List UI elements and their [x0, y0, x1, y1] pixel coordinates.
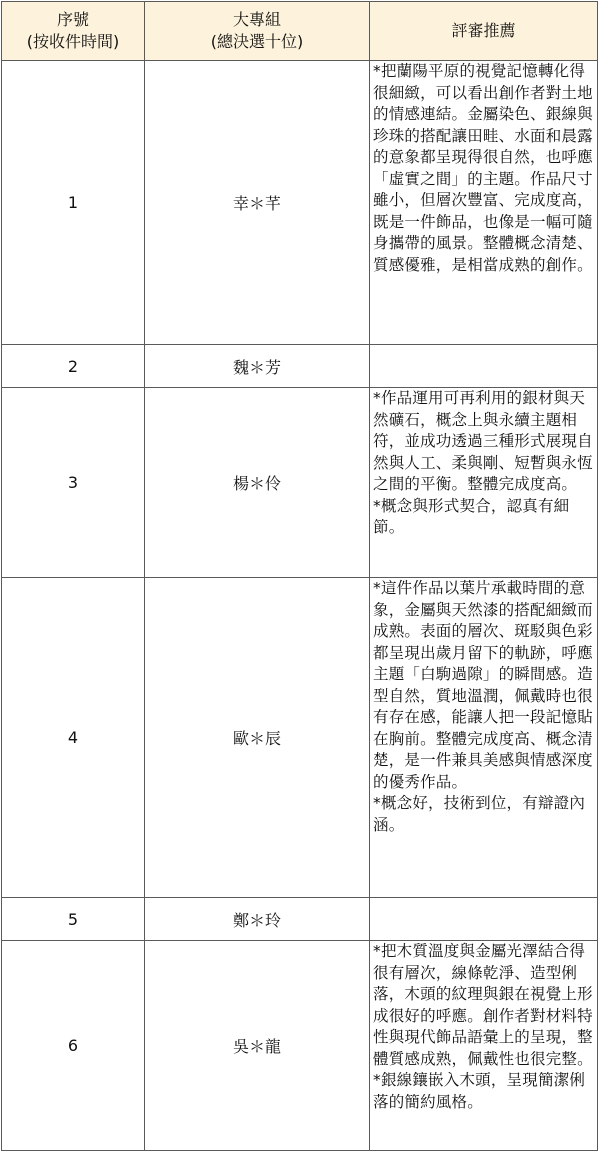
comment-paragraph: *概念與形式契合，認真有細節。 — [373, 496, 570, 536]
table-header-row — [2, 2, 598, 61]
serial-number: 6 — [2, 941, 145, 1151]
judge-comment — [370, 898, 598, 941]
header-judges-comment — [370, 2, 598, 61]
comment-paragraph: *這件作品以葉片承載時間的意象，金屬與天然漆的搭配細緻而成熟。表面的層次、斑駁與色彩都呈現出歲月留下的軌跡，呼應主題「白駒過隙」的瞬間感。造型自然，質地溫潤，佩戴時也很有存在感，能讓人把一段記憶貼在胸前。整體完成度高、概念清楚，是一件兼具美感與情感深度的優秀作品。 — [373, 579, 593, 791]
header-serial — [2, 2, 145, 61]
judge-comment — [370, 388, 598, 578]
serial-number: 4 — [2, 578, 145, 898]
entrant-name: 歐＊辰 — [145, 578, 370, 898]
judge-comment — [370, 345, 598, 388]
comment-paragraph: *作品運用可再利用的銀材與天然礦石，概念上與永續主題相符，並成功透過三種形式展現自然與人工、柔與剛、短暫與永恆之間的平衡。整體完成度高。 — [373, 389, 593, 493]
comment-paragraph: *把蘭陽平原的視覺記憶轉化得很細緻，可以看出創作者對土地的情感連結。金屬染色、銀線與珍珠的搭配讓田畦、水面和晨露的意象都呈現得很自然，也呼應「虛實之間」的主題。作品尺寸雖小，但層次豐富、完成度高，既是一件飾品，也像是一幅可隨身攜帶的風景。整體概念清楚、質感優雅，是相當成熟的創作。 — [373, 62, 593, 274]
table-row — [2, 388, 598, 578]
header-category — [145, 2, 370, 61]
header-category-note: (總決選十位) — [210, 32, 304, 51]
serial-number: 1 — [2, 61, 145, 345]
table-row — [2, 345, 598, 388]
table-row — [2, 898, 598, 941]
header-comment-title: 評審推薦 — [451, 21, 516, 40]
entrant-name: 吳＊龍 — [145, 941, 370, 1151]
serial-number: 3 — [2, 388, 145, 578]
comment-paragraph: *把木質溫度與金屬光澤結合得很有層次，線條乾淨、造型俐落，木頭的紋理與銀在視覺上形成很好的呼應。創作者對材料特性與現代飾品語彙上的呈現，整體質感成熟，佩戴性也很完整。 — [373, 942, 593, 1068]
serial-number: 2 — [2, 345, 145, 388]
header-category-title: 大專組 — [232, 10, 281, 29]
table-row — [2, 61, 598, 345]
judge-comment — [370, 941, 598, 1151]
serial-number: 5 — [2, 898, 145, 941]
judge-comment — [370, 578, 598, 898]
judges-table — [1, 1, 598, 1151]
entrant-name: 楊＊伶 — [145, 388, 370, 578]
header-serial-note: (按收件時間) — [26, 32, 120, 51]
entrant-name: 魏＊芳 — [145, 345, 370, 388]
header-serial-title: 序號 — [56, 10, 89, 29]
entrant-name: 鄭＊玲 — [145, 898, 370, 941]
table-row — [2, 941, 598, 1151]
entrant-name: 幸＊芊 — [145, 61, 370, 345]
judge-comment — [370, 61, 598, 345]
comment-paragraph: *銀線鑲嵌入木頭，呈現簡潔俐落的簡約風格。 — [373, 1071, 586, 1111]
comment-paragraph: *概念好，技術到位，有辯證內涵。 — [373, 794, 586, 834]
table-row — [2, 578, 598, 898]
